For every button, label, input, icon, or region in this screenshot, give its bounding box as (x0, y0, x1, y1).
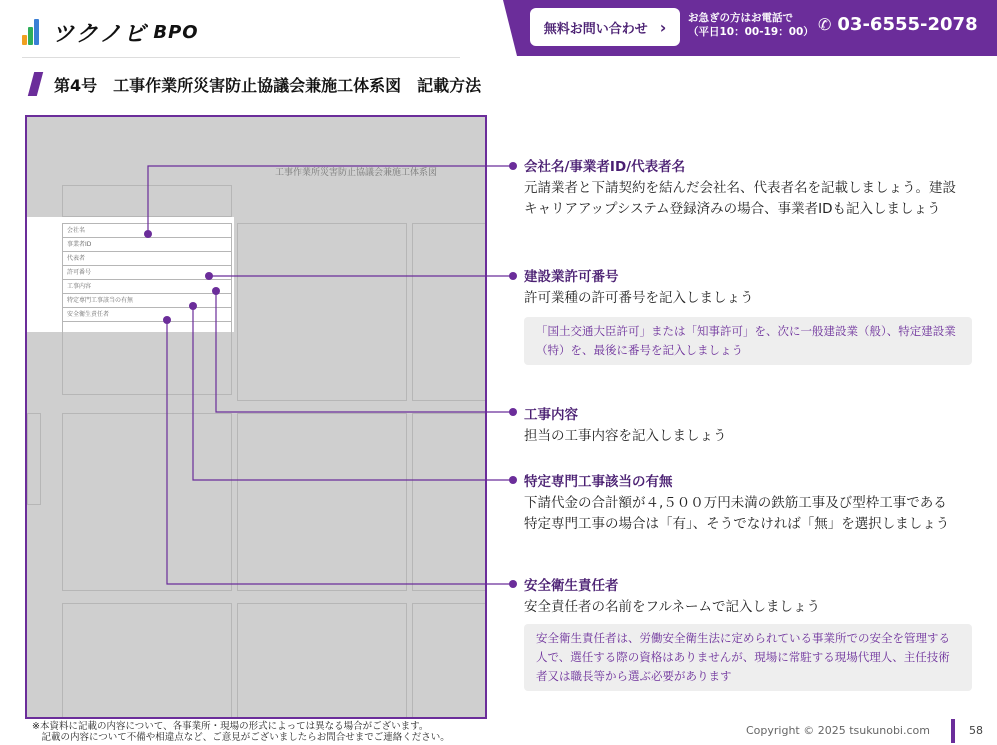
leader-dot (205, 272, 213, 280)
leader-dot (212, 287, 220, 295)
footer-note (32, 721, 450, 743)
annotation-note: 「国土交通大臣許可」または「知事許可」を、次に一般建設業（般）、特定建設業（特）を、最後に番号を記入しましょう (524, 317, 972, 365)
chevron-right-icon: › (659, 17, 667, 37)
annotation-text: 許可業種の許可番号を記入しましょう (524, 290, 754, 306)
annotation-specific (524, 470, 960, 535)
annotation-heading: 安全衛生責任者 (524, 578, 619, 594)
anno-dot (509, 580, 517, 588)
annotation-heading: 特定専門工事該当の有無 (524, 474, 673, 490)
footer-note-line-1: ※本資料に記載の内容について、各事業所・現場の形式によっては異なる場合がございます。 (32, 721, 429, 732)
copyright: Copyright © 2025 tsukunobi.com (746, 724, 930, 737)
leader-line-specific (193, 306, 512, 480)
annotation-text: 担当の工事内容を記入しましょう (524, 428, 727, 444)
leader-dot (144, 230, 152, 238)
leader-dot (163, 316, 171, 324)
form-row: 工事内容 (63, 280, 231, 294)
phone-text: 03-6555-2078 (837, 14, 978, 35)
anno-dot (509, 408, 517, 416)
form-row: 代表者 (63, 252, 231, 266)
form-row: 許可番号 (63, 266, 231, 280)
annotation-heading: 会社名/事業者ID/代表者名 (524, 159, 686, 175)
logo-text: ツクノビ (52, 21, 148, 47)
leader-line-company (148, 166, 512, 234)
anno-dot (509, 476, 517, 484)
annotation-text: 下請代金の合計額が４,５００万円未満の鉄筋工事及び型枠工事である特定専門工事の場合は「有」、そうでなければ「無」を選択しましょう (524, 495, 950, 532)
annotation-text: 元請業者と下請契約を結んだ会社名、代表者名を記載しましょう。建設キャリアアップシステム登録済みの場合、事業者IDも記入しましょう (524, 180, 956, 217)
annotation-text: 安全責任者の名前をフルネームで記入しましょう (524, 599, 821, 615)
phone-icon: ✆ (818, 15, 832, 34)
logo-suffix: BPO (153, 21, 199, 43)
annotation-note: 安全衛生責任者は、労働安全衛生法に定められている事業所での安全を管理する人で、選任する際の資格はありませんが、現場に常駐する現場代理人、主任技術者又は職長等から選ぶ必要があります (524, 624, 972, 691)
leader-dot (189, 302, 197, 310)
leader-line-work (216, 291, 512, 412)
annotation-heading: 工事内容 (524, 407, 578, 423)
page-number: 58 (969, 724, 983, 737)
hours-line-2: （平日10：00-19：00） (688, 26, 814, 38)
page-title: 第4号 工事作業所災害防止協議会兼施工体系図 記載方法 (54, 76, 482, 95)
annotation-permit (524, 265, 972, 365)
form-row: 安全衛生責任者 (63, 308, 231, 322)
form-row: 事業者ID (63, 238, 231, 252)
annotation-heading: 建設業許可番号 (524, 269, 619, 285)
hours-line-1: お急ぎの方はお電話で (688, 12, 793, 24)
form-row: 会社名 (63, 224, 231, 238)
anno-dot (509, 272, 517, 280)
leader-line-safety (167, 320, 512, 584)
footer-note-line-2: 記載の内容について不備や相違点など、ご意見がございましたらお問合せまでご連絡ください。 (32, 732, 450, 743)
annotation-company (524, 155, 964, 220)
annotation-work (524, 403, 964, 447)
annotation-safety (524, 574, 972, 691)
page-number-accent (951, 719, 955, 743)
form-row: 特定専門工事該当の有無 (63, 294, 231, 308)
anno-dot (509, 162, 517, 170)
form-title: 工事作業所災害防止協議会兼施工体系図 (275, 168, 438, 178)
contact-button-label: 無料お問い合わせ (543, 21, 648, 37)
